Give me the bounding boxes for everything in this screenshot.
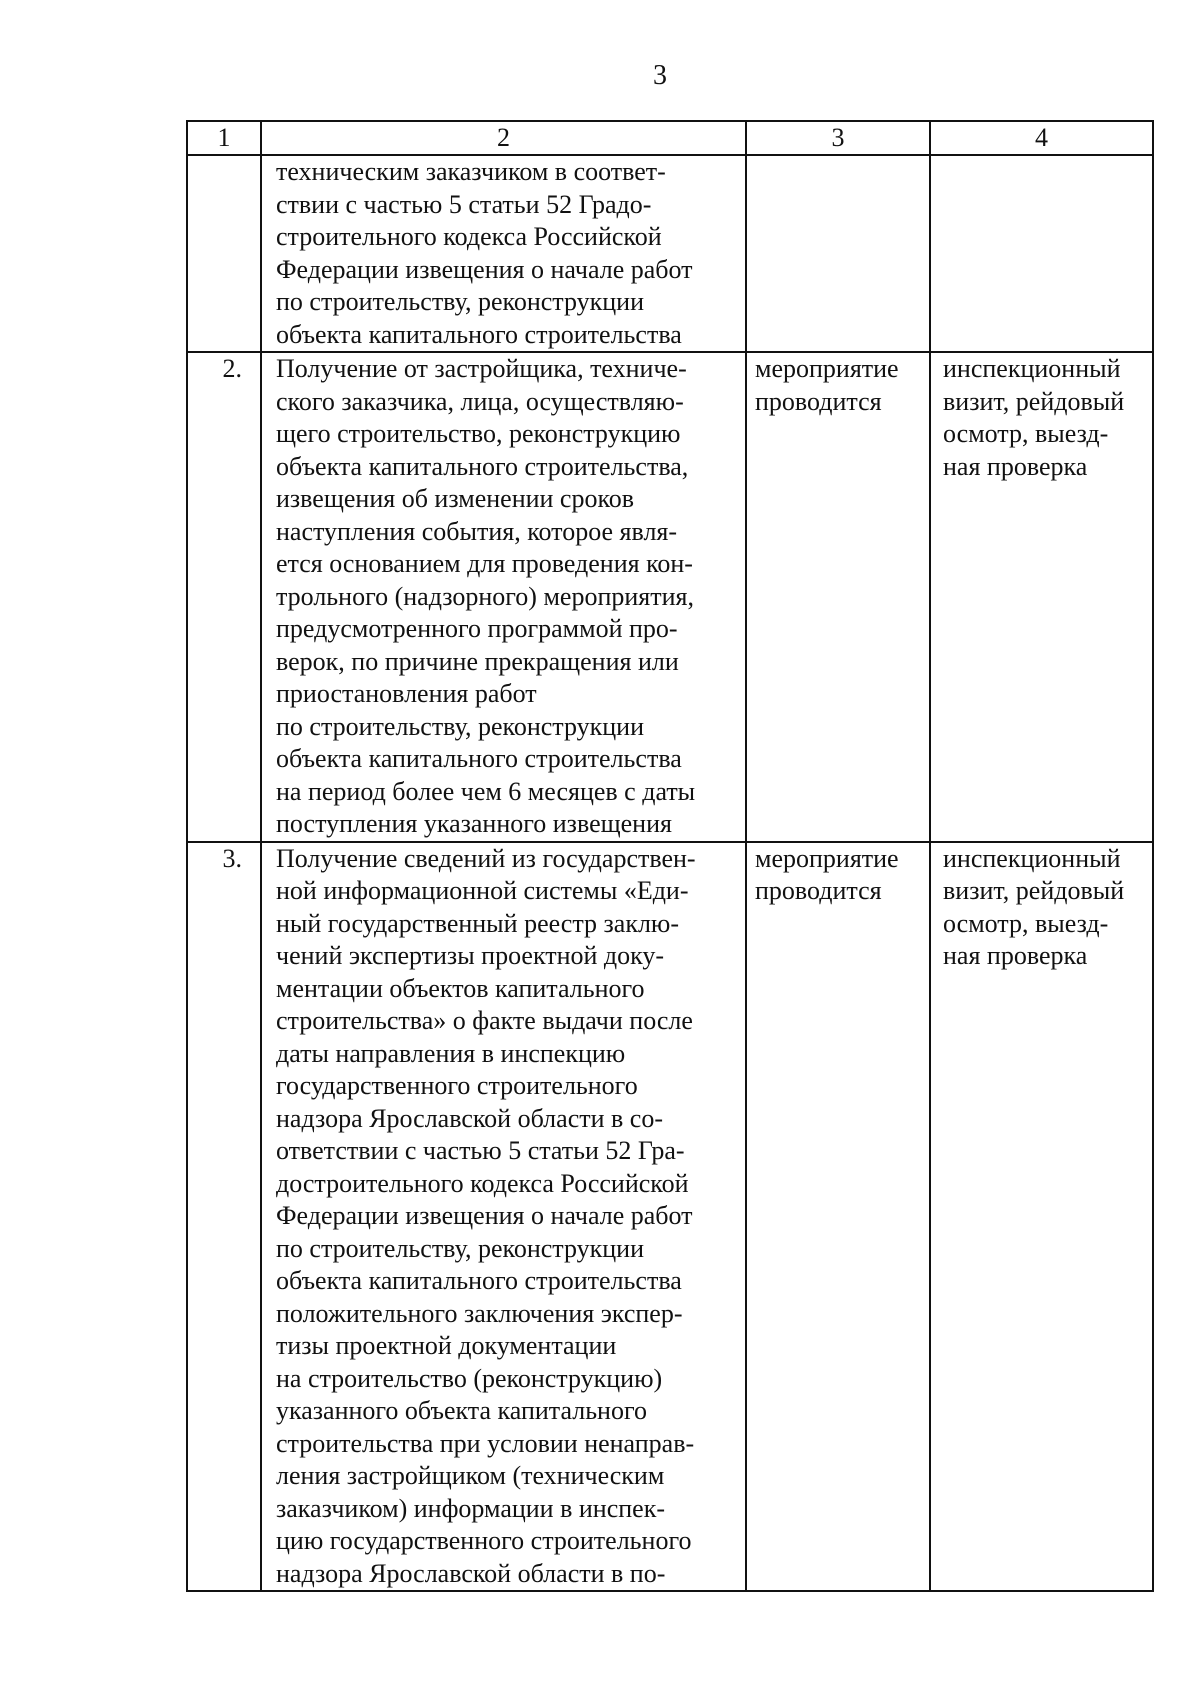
cell-text-line: тизы проектной документации — [276, 1331, 617, 1360]
table-row — [187, 155, 1153, 352]
cell-text-line: достроительного кодекса Российской — [276, 1168, 689, 1198]
cell-text-line: строительного кодекса Российской — [276, 222, 662, 251]
page-number: 3 — [653, 60, 667, 91]
cell-text-line: на строительство (реконструкцию) — [276, 1363, 663, 1393]
cell-text-line: цию государственного строительного — [276, 1526, 692, 1555]
cell-text-line: ная проверка — [943, 941, 1088, 970]
cell-text-line: визит, рейдовый — [943, 876, 1125, 905]
cell-text-line: ный государственный реестр заклю- — [276, 908, 680, 938]
cell-text-line: осмотр, выезд- — [943, 908, 1109, 938]
cell-text-line: ной информационной системы «Еди- — [276, 876, 689, 905]
event-status-cell — [746, 352, 930, 842]
column-header-2: 2 — [261, 121, 746, 155]
cell-text-line: инспекционный — [943, 354, 1121, 383]
cell-text-line: Федерации извещения о начале работ — [276, 1201, 693, 1230]
cell-text-line: заказчиком) информации в инспек- — [276, 1493, 665, 1523]
cell-text-line: по строительству, реконструкции — [276, 1233, 644, 1263]
inspection-type-cell — [930, 352, 1153, 842]
cell-text-line: объекта капитального строительства — [276, 319, 682, 349]
cell-text-line: на период более чем 6 месяцев с даты — [276, 776, 696, 806]
cell-text-line: осмотр, выезд- — [943, 419, 1109, 448]
cell-text-line: объекта капитального строительства — [276, 744, 682, 773]
cell-text-line: предусмотренного программой про- — [276, 614, 678, 643]
cell-text-line: мероприятие — [755, 843, 899, 873]
cell-text-line: трольного (надзорного) мероприятия, — [276, 581, 694, 611]
cell-text-line: Получение сведений из государствен- — [276, 843, 696, 873]
cell-text-line: визит, рейдовый — [943, 386, 1125, 416]
inspection-type-cell — [930, 155, 1153, 352]
inspection-table — [186, 120, 1154, 1592]
cell-text-line: ления застройщиком (техническим — [276, 1461, 665, 1490]
cell-text-line: поступления указанного извещения — [276, 809, 672, 838]
cell-text-line: по строительству, реконструкции — [276, 287, 644, 316]
inspection-type-cell — [930, 842, 1153, 1592]
cell-text-line: ствии с частью 5 статьи 52 Градо- — [276, 189, 652, 219]
cell-text-line: даты направления в инспекцию — [276, 1038, 626, 1068]
cell-text-line: объекта капитального строительства, — [276, 451, 689, 481]
cell-text-line: по строительству, реконструкции — [276, 711, 644, 741]
column-header-3: 3 — [746, 121, 930, 155]
cell-text-line: надзора Ярославской области в со- — [276, 1103, 663, 1133]
cell-text-line: щего строительство, реконструкцию — [276, 419, 681, 448]
cell-text-line: чений экспертизы проектной доку- — [276, 941, 665, 970]
table-row — [187, 352, 1153, 842]
table-header-row — [187, 121, 1153, 155]
event-status-cell — [746, 155, 930, 352]
event-description-cell — [261, 842, 746, 1592]
column-header-4: 4 — [930, 121, 1153, 155]
table-row — [187, 842, 1153, 1592]
cell-text-line: надзора Ярославской области в по- — [276, 1558, 666, 1588]
cell-text-line: проводится — [755, 386, 882, 416]
column-header-1: 1 — [187, 121, 261, 155]
cell-text-line: проводится — [755, 876, 882, 905]
cell-text-line: ответствии с частью 5 статьи 52 Гра- — [276, 1136, 685, 1165]
event-description-cell — [261, 352, 746, 842]
cell-text-line: ется основанием для проведения кон- — [276, 549, 693, 578]
row-number-cell — [187, 155, 261, 352]
cell-text-line: инспекционный — [943, 843, 1121, 873]
cell-text-line: строительства при условии ненаправ- — [276, 1428, 695, 1458]
cell-text-line: Федерации извещения о начале работ — [276, 254, 693, 284]
cell-text-line: объекта капитального строительства — [276, 1266, 682, 1295]
cell-text-line: ная проверка — [943, 451, 1088, 481]
cell-text-line: мероприятие — [755, 354, 899, 383]
cell-text-line: указанного объекта капитального — [276, 1396, 647, 1425]
cell-text-line: ского заказчика, лица, осуществляю- — [276, 386, 684, 416]
cell-text-line: ментации объектов капитального — [276, 973, 645, 1003]
cell-text-line: Получение от застройщика, техниче- — [276, 354, 687, 383]
cell-text-line: верок, по причине прекращения или — [276, 646, 679, 676]
event-status-cell — [746, 842, 930, 1592]
cell-text-line: наступления события, которое явля- — [276, 516, 678, 546]
cell-text-line: государственного строительного — [276, 1071, 638, 1100]
cell-text-line: приостановления работ — [276, 679, 537, 708]
cell-text-line: строительства» о факте выдачи после — [276, 1006, 693, 1035]
row-number-cell: 3. — [187, 842, 261, 1592]
cell-text-line: техническим заказчиком в соответ- — [276, 157, 666, 186]
cell-text-line: извещения об изменении сроков — [276, 484, 635, 513]
cell-text-line: положительного заключения экспер- — [276, 1298, 683, 1328]
event-description-cell — [261, 155, 746, 352]
row-number-cell: 2. — [187, 352, 261, 842]
